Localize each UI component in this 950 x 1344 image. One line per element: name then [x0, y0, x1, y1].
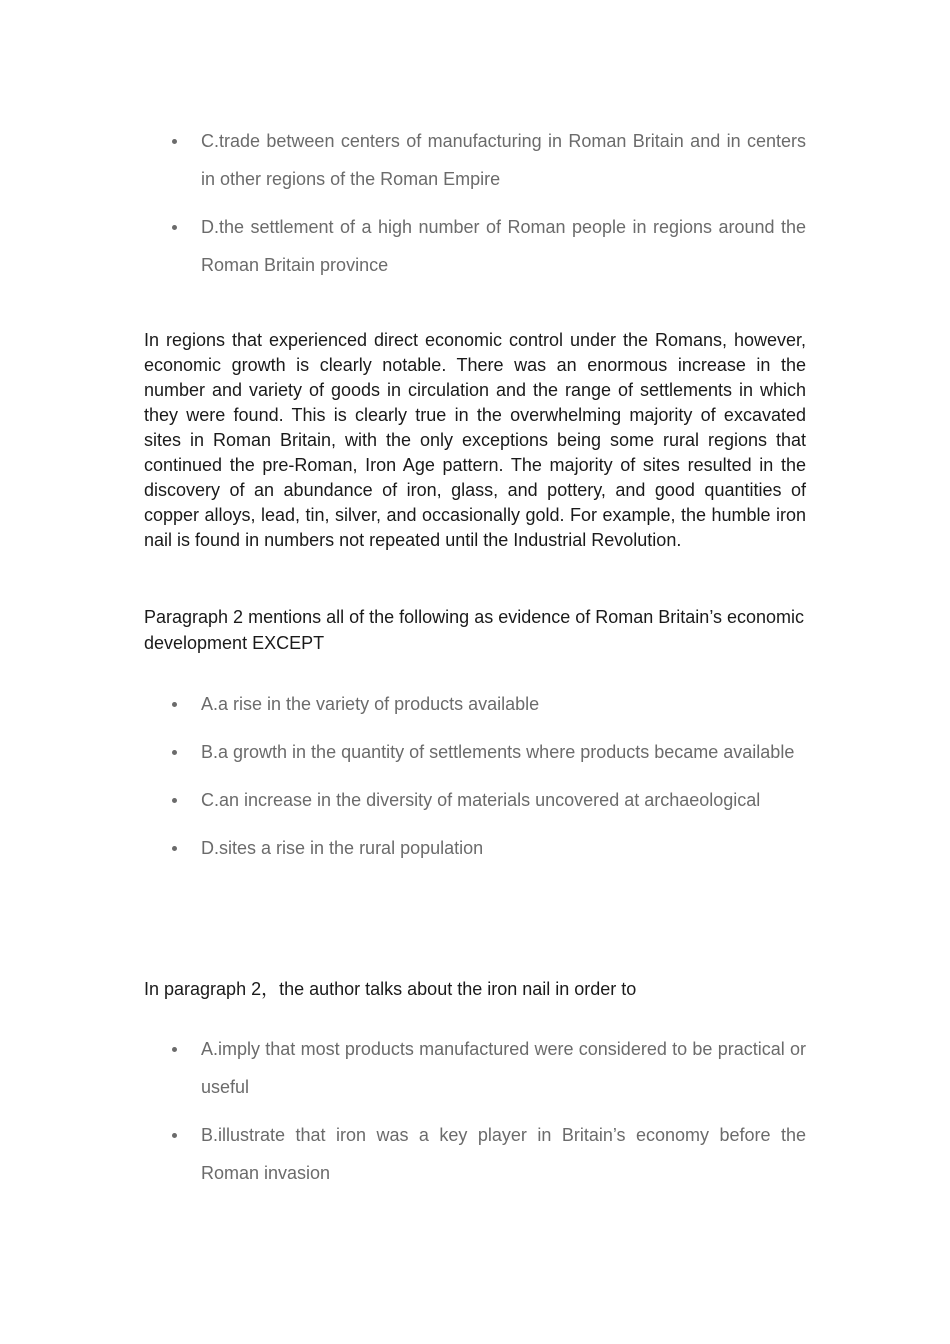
bullet-icon [172, 1047, 177, 1052]
option-text: C.trade between centers of manufacturing in Roman Britain and in centers in other regions of the Roman Empire [201, 131, 806, 189]
q1-option-b[interactable] [144, 733, 806, 771]
q2-option-a[interactable] [144, 1030, 806, 1106]
q2-option-b[interactable] [144, 1116, 806, 1192]
bullet-icon [172, 750, 177, 755]
option-c[interactable] [144, 122, 806, 198]
option-text: A.a rise in the variety of products available [201, 694, 540, 714]
q1-option-d[interactable] [144, 829, 806, 867]
bullet-icon [172, 702, 177, 707]
q1-option-a[interactable] [144, 685, 806, 723]
option-text: D.the settlement of a high number of Roman people in regions around the Roman Britain province [201, 217, 806, 275]
question-1-options [144, 685, 806, 867]
passage-paragraph: In regions that experienced direct economic control under the Romans, however, economic growth is clearly notable. There was an enormous increase in the number and variety of goods in circulation and the range of settlements in which they were found. This is clearly true in the overwhelming majority of excavated sites in Roman Britain, with the only exceptions being some rural regions that continued the pre-Roman, Iron Age pattern. The majority of sites resulted in the discovery of an abundance of iron, glass, and pottery, and good quantities of copper alloys, lead, tin, silver, and occasionally gold. For example, the humble iron nail is found in numbers not repeated until the Industrial Revolution. [144, 330, 806, 550]
bullet-icon [172, 798, 177, 803]
q1-option-c[interactable] [144, 781, 806, 819]
option-d[interactable] [144, 208, 806, 284]
bullet-icon [172, 846, 177, 851]
question-1-prompt: Paragraph 2 mentions all of the following as evidence of Roman Britain’s economic development EXCEPT [144, 607, 805, 653]
bullet-icon [172, 225, 177, 230]
option-text: B.a growth in the quantity of settlements where products became available [201, 742, 795, 762]
option-text: C.an increase in the diversity of materials uncovered at archaeological [201, 790, 761, 810]
question-2-prompt: In paragraph 2，the author talks about the iron nail in order to [144, 979, 637, 999]
bullet-icon [172, 139, 177, 144]
question-2-options [144, 1030, 806, 1192]
option-text: D.sites a rise in the rural population [201, 838, 484, 858]
previous-question-options [144, 122, 806, 284]
option-text: B.illustrate that iron was a key player in Britain’s economy before the Roman invasion [201, 1125, 806, 1183]
option-text: A.imply that most products manufactured were considered to be practical or useful [201, 1039, 806, 1097]
bullet-icon [172, 1133, 177, 1138]
